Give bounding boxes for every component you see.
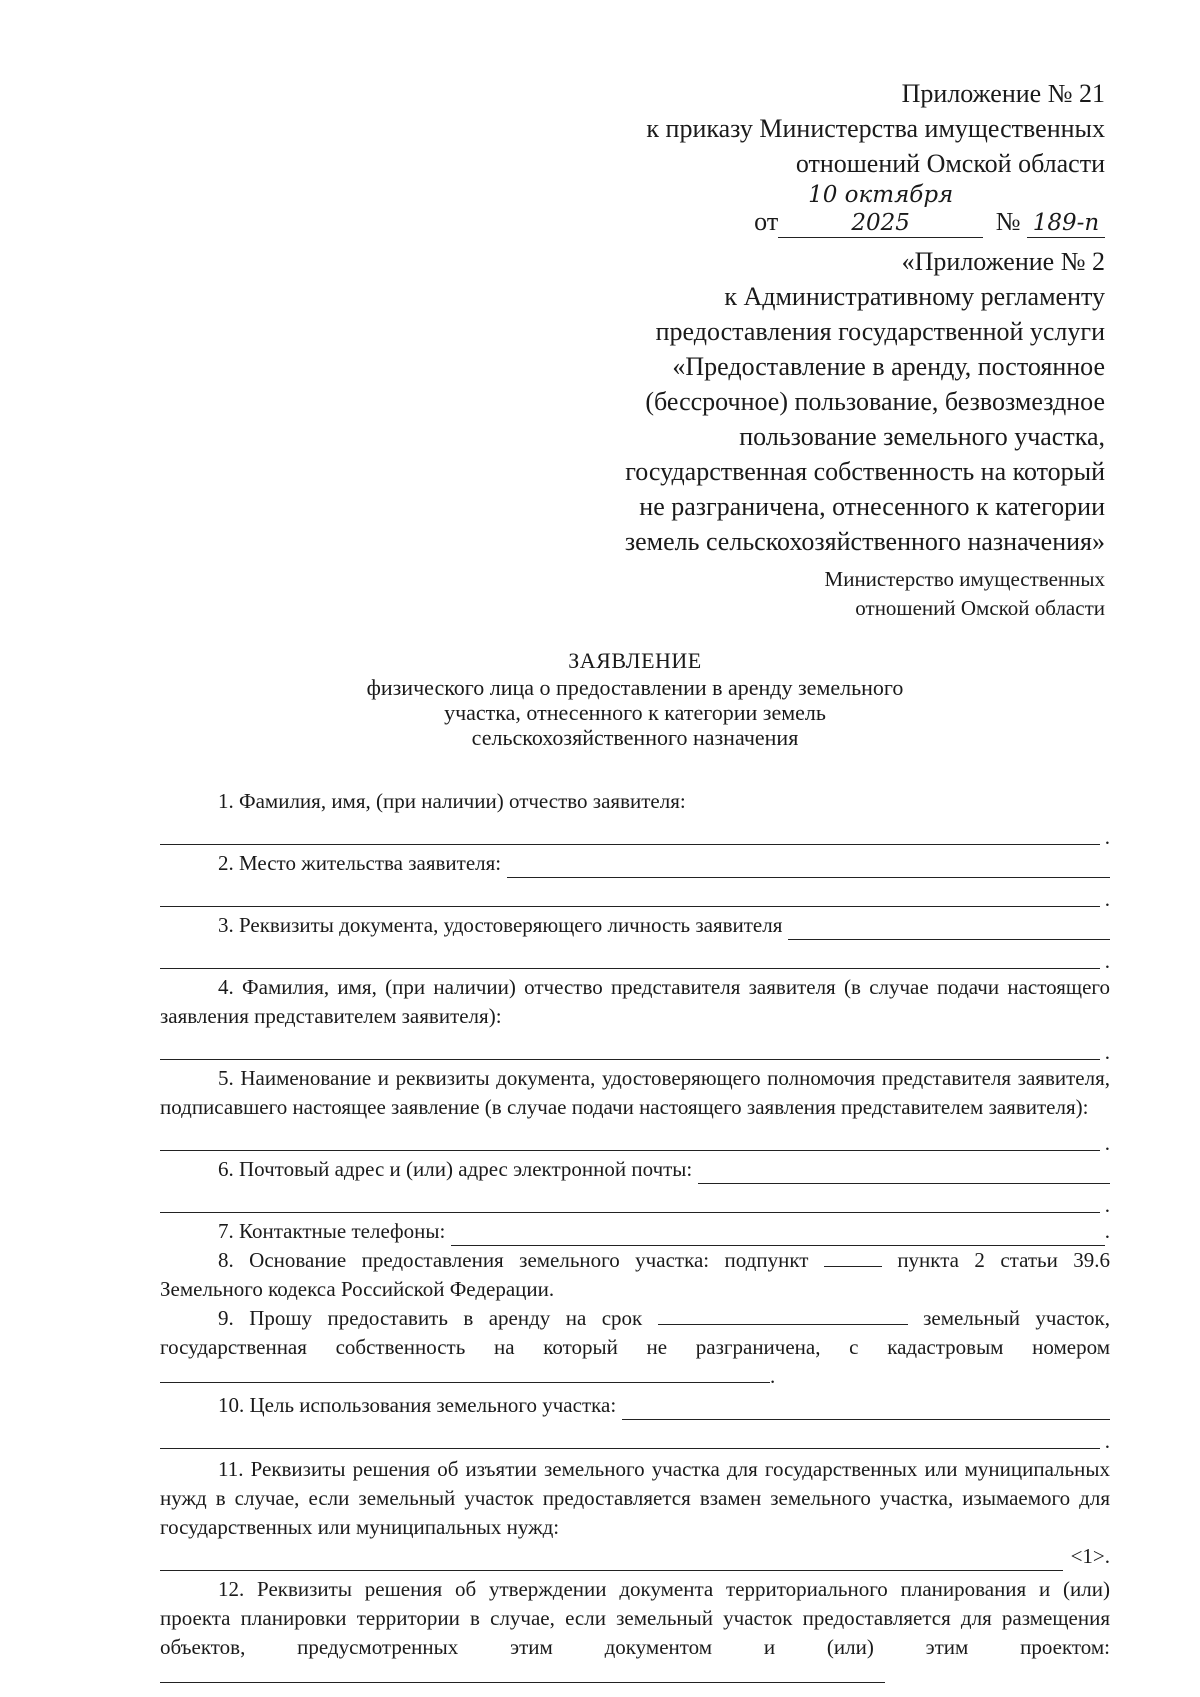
statement-subtitle: физического лица о предоставлении в аренду земельного <box>366 675 904 700</box>
statement-subtitle: сельскохозяйственного назначения <box>471 725 799 750</box>
field-seizure-decision-label: 11. Реквизиты решения об изъятии земельного участка для государственных или муниципальных нужд в случае, если земельный участок предоставляется взамен земельного участка, изымаемого для государственных или муниципальных нужд: <box>160 1457 1110 1539</box>
appendix-2-line: «Предоставление в аренду, постоянное <box>672 352 1105 381</box>
field-applicant-name-label: 1. Фамилия, имя, (при наличии) отчество заявителя: <box>218 789 686 813</box>
handwritten-date: 10 октября 2025 <box>778 181 983 238</box>
field-representative-name-label: 4. Фамилия, имя, (при наличии) отчество представителя заявителя (в случае подачи настоящего заявления представителем заявителя): <box>160 975 1110 1028</box>
statement-heading: ЗАЯВЛЕНИЕ <box>568 648 702 673</box>
field-purpose-line-2[interactable]: . <box>160 1420 1100 1449</box>
footnote-ref: <1>. <box>1070 1544 1110 1568</box>
field-representative-document-line[interactable]: . <box>160 1122 1100 1151</box>
field-representative-name-line[interactable]: . <box>160 1031 1100 1060</box>
handwritten-number: 189-п <box>1027 209 1105 238</box>
field-address-line[interactable] <box>698 1161 1110 1184</box>
field-basis <box>160 1246 1110 1304</box>
field-id-document-label: 3. Реквизиты документа, удостоверяющего личность заявителя <box>218 913 783 937</box>
appendix-2-line: пользование земельного участка, <box>739 422 1105 451</box>
appendix-2-header <box>625 244 1105 559</box>
appendix-2-line: к Административному регламенту <box>724 282 1105 311</box>
field-residence-line-2[interactable]: . <box>160 878 1100 907</box>
field-planning-decision-line[interactable] <box>160 1662 885 1683</box>
field-residence-label: 2. Место жительства заявителя: <box>218 851 502 875</box>
statement-title <box>160 648 1110 750</box>
field-phones-label: 7. Контактные телефоны: <box>218 1219 446 1243</box>
field-residence <box>160 849 1110 878</box>
field-phones-line[interactable] <box>451 1223 1104 1246</box>
field-address-line-2[interactable]: . <box>160 1184 1100 1213</box>
field-id-document-line[interactable] <box>788 917 1110 940</box>
field-applicant-name-line[interactable]: . <box>160 816 1100 845</box>
appendix-21-ministry-line: отношений Омской области <box>795 149 1105 178</box>
appendix-21-header <box>646 76 1105 239</box>
statement-subtitle: участка, отнесенного к категории земель <box>444 700 826 725</box>
field-purpose-label: 10. Цель использования земельного участка: <box>218 1393 617 1417</box>
field-address-label: 6. Почтовый адрес и (или) адрес электронной почты: <box>218 1157 693 1181</box>
field-basis-label-tail: пункта 2 статьи 39.6 Земельного кодекса Российской Федерации. <box>160 1248 1111 1301</box>
appendix-21-date-line: от10 октября 2025 № 189-п <box>646 181 1105 239</box>
field-id-document <box>160 911 1110 940</box>
field-planning-decision-label: 12. Реквизиты решения об утверждении документа территориального планирования и (или) проекта планировки территории в случае, если земельный участок предоставляется для размещения объектов, предусмотренных этим документом и (или) этим проектом: <box>160 1577 1110 1659</box>
appendix-21-order-line: к приказу Министерства имущественных <box>646 114 1105 143</box>
field-planning-decision <box>160 1575 1110 1691</box>
field-seizure-decision-line[interactable] <box>160 1548 1063 1571</box>
appendix-21-title: Приложение № 21 <box>901 79 1105 108</box>
field-representative-document-label: 5. Наименование и реквизиты документа, удостоверяющего полномочия представителя заявителя, подписавшего настоящее заявление (в случае подачи настоящего заявления представителем заявителя): <box>160 1066 1110 1119</box>
appendix-2-line: государственная собственность на который <box>625 457 1105 486</box>
addressee-line: Министерство имущественных <box>824 567 1105 591</box>
field-basis-subpoint-line[interactable] <box>824 1246 882 1267</box>
appendix-2-line: (бессрочное) пользование, безвозмездное <box>645 387 1105 416</box>
field-seizure-decision <box>160 1542 1110 1571</box>
field-purpose-line[interactable] <box>622 1397 1110 1420</box>
addressee-line: отношений Омской области <box>855 596 1105 620</box>
field-purpose <box>160 1391 1110 1420</box>
field-cadastral-label: земельный участок, государственная собственность на который не разграничена, с кадастровым номером <box>160 1306 1110 1359</box>
appendix-2-line: земель сельскохозяйственного назначения» <box>624 527 1105 556</box>
field-lease-term-label: 9. Прошу предоставить в аренду на срок <box>218 1306 643 1330</box>
field-residence-line[interactable] <box>507 855 1110 878</box>
appendix-2-line: «Приложение № 2 <box>901 247 1105 276</box>
field-lease-term-line[interactable] <box>658 1304 908 1325</box>
addressee-block <box>825 565 1105 623</box>
field-phones: 7. Контактные телефоны: . <box>160 1217 1110 1246</box>
appendix-2-line: предоставления государственной услуги <box>655 317 1105 346</box>
field-basis-label: 8. Основание предоставления земельного участка: подпункт <box>218 1248 809 1272</box>
field-lease-term: 9. Прошу предоставить в аренду на срок земельный участок, государственная собственность на который не разграничена, с кадастровым номером . <box>160 1306 1110 1388</box>
appendix-2-line: не разграничена, отнесенного к категории <box>639 492 1105 521</box>
field-id-document-line-2[interactable]: . <box>160 940 1100 969</box>
field-address <box>160 1155 1110 1184</box>
field-cadastral-number-line[interactable] <box>160 1362 770 1383</box>
application-form <box>160 787 1110 1691</box>
